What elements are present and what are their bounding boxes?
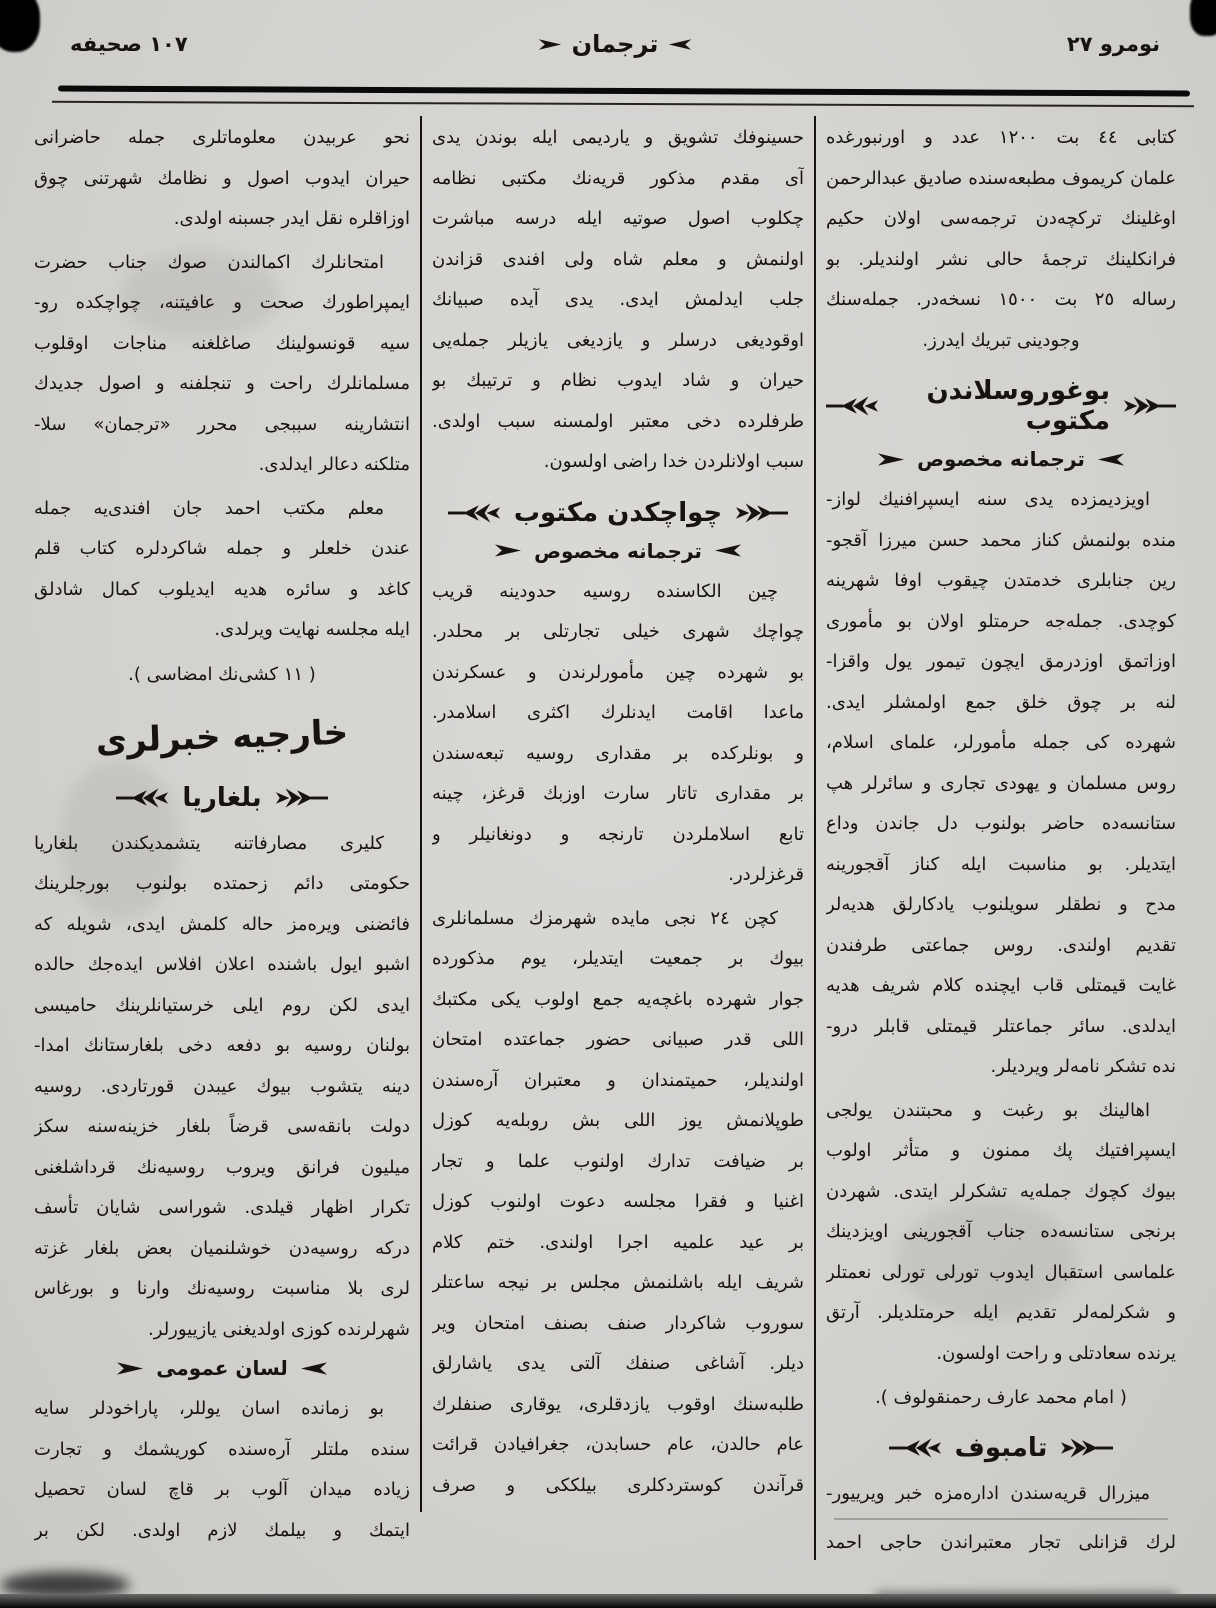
text-line: بر عيد علميه اجرا اولندى. ختم كلام xyxy=(432,1231,804,1253)
text-line: ايتديلر. بو مناسبت ايله كناز آقجورينه xyxy=(826,853,1176,875)
faint-rule xyxy=(834,1518,1168,1520)
text-line: اويزديمزده يدى سنه ايسپرافنيك لواز- xyxy=(826,489,1150,510)
text-line: ايله مجلسه نهايت ويرلدى. xyxy=(214,619,410,640)
text-line: آى مقدم مذكور قريه‌نك مكتبى نظامه xyxy=(432,167,804,189)
text-line: بيوك بر جمعيت ايتديلر، يوم مذكورده xyxy=(432,948,804,969)
text-line: كتابى ٤٤ بت ١٢٠٠ عدد و اورنبورغده xyxy=(826,127,1176,148)
heading-text: ترجمانه مخصوص xyxy=(534,538,702,563)
text-line: اللى قدر صبيانى حضور جماعتده امتحان xyxy=(432,1029,804,1050)
fleuron-ornament-icon xyxy=(889,1437,943,1459)
heading-text: ترجمانه مخصوص xyxy=(917,447,1085,471)
paragraph xyxy=(826,1474,1176,1515)
text-line: نده تشكر نامه‌لر ويرديلر. xyxy=(990,1056,1176,1077)
text-line: بولنان روسيه بو دفعه دخى بلغارستانك امدا- xyxy=(34,1035,410,1056)
text-line: شريف ايله باشلنمش مجلس بر نيجه ساعتلر xyxy=(432,1272,804,1293)
text-line: يرنده سعادتلى و راحت اولسون. xyxy=(936,1342,1176,1364)
section-heading xyxy=(826,376,1176,436)
text-line: سنده ملتلر آره‌سنده كوريشمك و تجارت xyxy=(34,1438,410,1460)
text-line: اوزاتمق اوزدرمق ايچون تيمور يول واقزا- xyxy=(826,651,1176,672)
paragraph xyxy=(432,118,804,483)
text-line: سبب اولانلردن خدا راضى اولسون. xyxy=(543,451,804,472)
text-line: بو زمانده اسان يوللر، پاراخودلر سايه xyxy=(34,1398,384,1419)
text-line: تقديم اولندى. روس جماعتى طرفندن xyxy=(826,934,1176,956)
text-line: حكومتى دائم زحمتده بولنوب بورجلرينك xyxy=(34,873,410,894)
issue-number: نومرو ٢٧ xyxy=(1066,32,1160,56)
paragraph xyxy=(34,824,410,1351)
triangle-ornament-icon xyxy=(668,37,692,52)
text-line: علماسى استقبال ايدوب تورلى تورلى نعمتلر xyxy=(826,1261,1176,1283)
text-line: متلكنه دعالر ايدلدى. xyxy=(258,454,410,475)
column-center xyxy=(422,116,814,1566)
text-line: اولنديلر، حميتمندان و معتبران آره‌سندن xyxy=(432,1069,804,1091)
paragraph xyxy=(34,243,410,486)
text-line: قرآندن كوستردكلرى بيلككى و صرف xyxy=(432,1474,804,1496)
signature-line: ( ١١ كشى‌نك امضاسى ). xyxy=(128,663,316,685)
text-line: لرى بلا مناسبت روسيه‌نك وارنا و بورغاس xyxy=(34,1278,410,1299)
heading-text: بلغاريا xyxy=(182,782,262,813)
paragraph xyxy=(826,1091,1176,1375)
text-line: فائضنى ويره‌مز حاله كلمش ايدى، شويله كه xyxy=(34,913,410,935)
fleuron-ornament-icon xyxy=(734,502,788,524)
paragraph xyxy=(432,899,804,1507)
text-line: اوزاقلره نقل ايدر جسبنه اولدى. xyxy=(173,208,410,229)
column-left xyxy=(24,116,420,1566)
text-line: حيران ايدوب اصول و نظامك شهرتنى چوق xyxy=(34,167,410,189)
text-line: منده بولنمش كناز محمد حسن ميرزا آقجو- xyxy=(826,529,1176,551)
text-line: اغنيا و فقرا مجلسه دعوت اولنوب كوزل xyxy=(432,1191,804,1212)
text-line: تابع اسلاملردن تارنجه و دونغانيلر و xyxy=(432,823,804,845)
text-line: نحو عربيدن معلوماتلرى جمله حاضرانى xyxy=(34,127,410,148)
triangle-ornament-icon xyxy=(538,37,562,52)
text-line: چواچك شهرى خيلى تجارتلى بر محلدر. xyxy=(432,621,804,642)
text-line: ايدلدى. سائر جماعتلر قيمتلى قابلر درو- xyxy=(826,1015,1176,1037)
text-line: اوقوديغى درسلر و يازديغى يازيلر جمله‌يى xyxy=(432,329,804,351)
section-subheading xyxy=(432,539,804,563)
column-divider xyxy=(814,116,816,1560)
text-line: لرك قزانلى تجار معتبراندن حاجى احمد xyxy=(826,1531,1176,1553)
heading-text: لسان عمومى xyxy=(156,1356,288,1380)
text-line: ايسپرافتيك پك ممنون و متأثر اولوب xyxy=(826,1140,1176,1161)
text-line: ايدى لكن روم ايلى خرستيانلرينك حاميسى xyxy=(34,994,410,1016)
text-line: چكلوب اصول صوتيه ايله درسه مباشرت xyxy=(432,208,804,229)
text-line: روس مسلمان و يهودى تجارى و سائرلر هپ xyxy=(826,772,1176,794)
fleuron-ornament-icon xyxy=(274,787,328,809)
text-line: كوچدى. جمله‌جه حرمتلو اولان بو مأمورى xyxy=(826,610,1176,632)
section-subheading xyxy=(826,447,1176,471)
text-line: طوپلانمش يوز اللى بش روبله‌يه كوزل xyxy=(432,1110,804,1131)
paragraph xyxy=(826,118,1176,361)
text-line: لنه بر چوق خلق جمع اولمشلر ايدى. xyxy=(826,691,1176,713)
text-line: ستانسه‌ده حاضر بولنوب دل جاندن وداع xyxy=(826,813,1176,834)
text-line: ايتمك و بيلمك لازم اولدى. لكن بر xyxy=(34,1519,410,1541)
heading-text: تامبوف xyxy=(954,1433,1048,1463)
scan-artifact xyxy=(0,0,40,52)
text-line: جوار شهرده باغچه‌يه جمع اولوب يكى مكتبك xyxy=(432,988,804,1010)
text-line: دولت بانقه‌سى قرضاً بلغار خزينه‌سنه سكز xyxy=(34,1116,410,1137)
text-line: شهرده كى جمله مأمورلر، علماى اسلام، xyxy=(826,732,1176,753)
triangle-ornament-icon xyxy=(494,543,522,558)
text-line: طرفلرده دخى معتبر اولمسنه سبب اولدى. xyxy=(432,410,804,432)
text-line: كچن ٢٤ نجى مايده شهرمزك مسلمانلرى xyxy=(432,907,778,929)
column-right xyxy=(816,116,1186,1566)
text-line: ميزرال قريه‌سندن اداره‌مزه خبر ويرييور- xyxy=(826,1483,1150,1504)
text-line: سوروب شاكردار صنف بصنف امتحان وير xyxy=(432,1312,804,1334)
text-line: بو شهرده چين مأمورلرندن و عسكرندن xyxy=(432,661,804,683)
text-line: عام حالدن، عام حسابدن، جغرافيادن قرائت xyxy=(432,1434,804,1455)
text-line: دركه روسيه‌دن خوشلنميان بعض بلغار غزته xyxy=(34,1237,410,1259)
text-line: انتشارينه سببجى محرر «ترجمان» سلا- xyxy=(34,413,410,435)
text-line: غايت قيمتلى قاب ايچنده كلام شريف هديه xyxy=(826,975,1176,996)
text-line: اشبو ايول باشنده اعلان افلاس ايده‌جك حالده xyxy=(34,954,410,975)
text-line: زياده ميدان آلوب بر قاچ لسان تحصيل xyxy=(34,1479,410,1500)
text-line: قرغزلردر. xyxy=(728,864,804,885)
text-line: علمان كريموف مطبعه‌سنده صاديق عبدالرحمن xyxy=(826,167,1176,189)
text-line: سيه قونسولينك صاغلغنه مناجات اوقلوب xyxy=(34,332,410,354)
text-line: حيران و شاد ايدوب نظام و ترتيبك بو xyxy=(432,370,804,391)
text-line: معلم مكتب احمد جان افندى‌يه جمله xyxy=(34,497,384,519)
triangle-ornament-icon xyxy=(714,543,742,558)
fleuron-ornament-icon xyxy=(1059,1437,1113,1459)
text-line: اوغلينك تركچه‌دن ترجمه‌سى اولان حكيم xyxy=(826,208,1176,229)
heading-text: بوغوروسلاندن مكتوب xyxy=(926,376,1110,436)
fleuron-ornament-icon xyxy=(1122,395,1176,417)
text-line: بر ضيافت تدارك اولنوب علما و تجار xyxy=(432,1150,804,1172)
scan-artifact xyxy=(1190,0,1216,36)
columns-container xyxy=(24,116,1186,1566)
text-line: برنجى ستانسه‌ده جناب آقجورينى اويزدينك xyxy=(826,1221,1176,1242)
scan-artifact xyxy=(876,1592,1176,1602)
text-line: كاغد و سائره هديه ايديلوب كمال شادلق xyxy=(34,578,410,600)
masthead-title: ترجمان xyxy=(571,30,659,58)
text-line: رين جنابلرى خدمتدن چيقوب اوفا شهرينه xyxy=(826,570,1176,591)
text-line: ايمپراطورك صحت و عافيتنه، چواچكده رو- xyxy=(34,292,410,313)
paragraph xyxy=(34,1389,410,1551)
text-line: اولنمش و معلم شاه ولى افندى قزاندن xyxy=(432,248,804,270)
text-line: عندن خلعلر و جمله شاكردلره كتاب قلم xyxy=(34,538,410,559)
section-title: خارجيه خبرلرى xyxy=(95,712,349,761)
triangle-ornament-icon xyxy=(116,1361,144,1376)
triangle-ornament-icon xyxy=(877,452,905,467)
triangle-ornament-icon xyxy=(300,1361,328,1376)
text-line: اهالينك بو رغبت و محبتندن يولجى xyxy=(826,1099,1150,1121)
heading-text: چواچكدن مكتوب xyxy=(513,497,723,528)
scan-artifact xyxy=(0,1572,130,1598)
column-divider xyxy=(420,116,422,1512)
text-line: امتحانلرك اكمالندن صوك جناب حضرت xyxy=(34,251,384,273)
section-heading xyxy=(432,498,804,528)
scan-edge xyxy=(0,1594,1216,1608)
text-line: ميليون فرانق ويروب روسيه‌نك قرداشلغنى xyxy=(34,1156,410,1178)
fleuron-ornament-icon xyxy=(826,395,880,417)
text-line: چين الكاسنده روسيه حدودينه قريب xyxy=(432,580,778,602)
text-line: و بونلركده بر مقدارى روسيه تبعه‌سندن xyxy=(432,742,804,764)
section-heading xyxy=(34,783,410,813)
text-line: طلبه‌سنك اوقوب يازدقلرى، يوقارى صنفلرك xyxy=(432,1393,804,1415)
text-line: ماعدا اقامت ايدنلرك اكثرى اسلامدر. xyxy=(432,702,804,723)
triangle-ornament-icon xyxy=(1097,452,1125,467)
text-line: بر مقدارى تاتار سارت اوزبك قرغز، چينه xyxy=(432,783,804,804)
text-line: و شكرلمه‌لر تقديم ايله حرمتلديلر. آرتق xyxy=(826,1302,1176,1323)
text-line: مسلمانلرك راحت و تنجلفنه و اصول جديدك xyxy=(34,373,410,394)
text-line: تكرار اظهار قيلدى. شوراسى شايان تأسف xyxy=(34,1197,410,1218)
text-line: بيوك كچوك جمله‌يه تشكرلر ايتدى. شهردن xyxy=(826,1180,1176,1202)
fleuron-ornament-icon xyxy=(116,787,170,809)
paragraph xyxy=(34,489,410,651)
fleuron-ornament-icon xyxy=(448,502,502,524)
page-header xyxy=(70,30,1160,58)
text-line: جلب ايدلمش ايدى. يدى آيده صبيانك xyxy=(432,289,804,310)
header-rule-thick xyxy=(58,86,1190,97)
signature-line: ( امام محمد عارف رحمنقولوف ). xyxy=(875,1387,1127,1408)
paragraph xyxy=(34,118,410,240)
masthead xyxy=(538,30,693,58)
section-heading xyxy=(826,1433,1176,1463)
text-line: مدح و نطقلر سويلنوب يادكارلق هديه‌لر xyxy=(826,894,1176,915)
paragraph xyxy=(826,1523,1176,1564)
text-line: رساله ٢٥ بت ١٥٠٠ نسخه‌در. جمله‌سنك xyxy=(826,289,1176,310)
header-rule-thin xyxy=(52,101,1194,107)
paragraph xyxy=(432,572,804,896)
text-line: فرانكلينك ترجمهٔ حالى نشر اولنديلر. بو xyxy=(826,248,1176,270)
section-subheading xyxy=(34,1356,410,1380)
text-line: شهرلرنده كوزى اولديغنى يازييورلر. xyxy=(148,1318,410,1340)
text-line: وجودينى تبريك ايدرز. xyxy=(922,329,1080,351)
text-line: كليرى مصارفاتنه يتشمديكندن بلغاريا xyxy=(34,832,384,854)
text-line: دينه يتشوب بيوك عيبدن قورتاردى. روسيه xyxy=(34,1075,410,1097)
paragraph xyxy=(826,480,1176,1088)
page-number: ١٠٧ صحيفه xyxy=(70,32,188,56)
text-line: حسينوفك تشويق و يارديمى ايله بوندن يدى xyxy=(432,127,804,148)
text-line: ديلر. آشاغى صنفك آلتى يدى ياشارلق xyxy=(432,1353,804,1374)
